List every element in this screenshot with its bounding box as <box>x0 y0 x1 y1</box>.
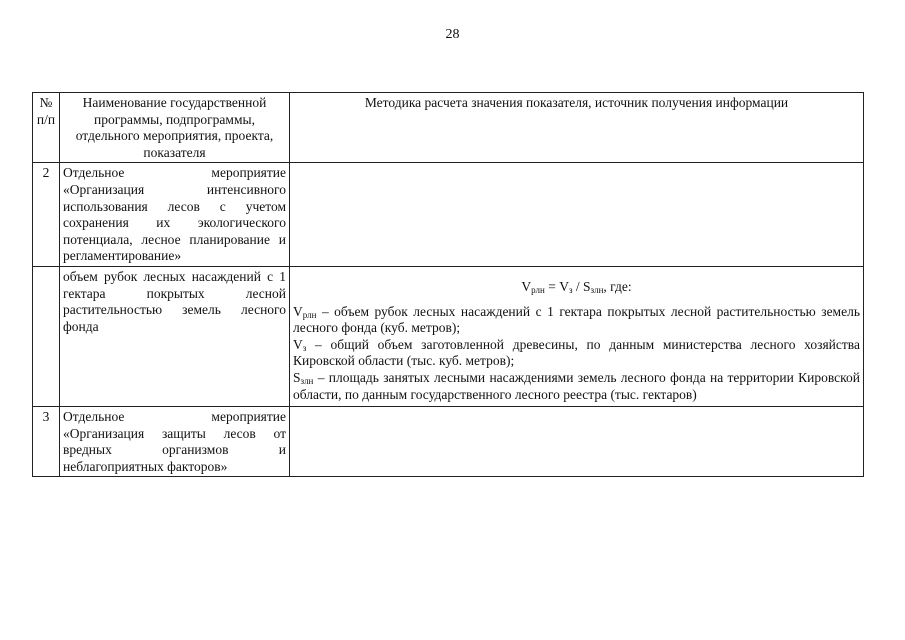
definition-symbol: S <box>293 369 301 385</box>
row-num: 2 <box>33 163 60 267</box>
definition <box>293 370 860 403</box>
indicator-methodology-table <box>32 92 864 477</box>
formula-symbol: V <box>521 278 532 294</box>
page-number: 28 <box>445 27 460 42</box>
formula-divide: / <box>572 278 584 294</box>
definition-text: – объем рубок лесных насаждений с 1 гектара покрытых лесной растительностью земель лесного фонда (куб. метров); <box>293 303 860 336</box>
row-method <box>290 406 864 476</box>
definition <box>293 337 860 370</box>
table-row <box>33 266 864 406</box>
row-method <box>290 163 864 267</box>
row-name: Отдельное мероприятие «Организация защиты лесов от вредных организмов и неблагоприятных факторов» <box>60 406 290 476</box>
header-num: № п/п <box>33 93 60 163</box>
definition-text: – общий объем заготовленной древесины, по данным министерства лесного хозяйства Кировской области (тыс. куб. метров); <box>293 336 860 369</box>
table-row <box>33 163 864 267</box>
definition-subscript: рлн <box>302 309 317 320</box>
formula-tail: , где: <box>603 278 632 294</box>
formula-equals: = <box>544 278 560 294</box>
formula-symbol: S <box>583 278 591 294</box>
header-name: Наименование государственной программы, подпрограммы, отдельного мероприятия, проекта, показателя <box>60 93 290 163</box>
table-header-row <box>33 93 864 163</box>
row-name: Отдельное мероприятие «Организация интенсивного использования лесов с учетом сохранения их экологического потенциала, лесное планирование и регламентирование» <box>60 163 290 267</box>
formula-subscript: злн <box>590 284 604 295</box>
definition-subscript: з <box>302 342 307 353</box>
formula-subscript: з <box>568 284 573 295</box>
row-num: 3 <box>33 406 60 476</box>
row-name: объем рубок лесных насаждений с 1 гектара покрытых лесной растительностью земель лесного фонда <box>60 266 290 406</box>
definition-subscript: злн <box>300 375 314 386</box>
definition-text: – площадь занятых лесными насаждениями земель лесного фонда на территории Кировской области, по данным государственного лесного реестра (тыс. гектаров) <box>293 369 860 402</box>
row-method <box>290 266 864 406</box>
formula-subscript: рлн <box>531 284 545 295</box>
definition-symbol: V <box>293 303 303 319</box>
formula <box>293 279 860 296</box>
table-row <box>33 406 864 476</box>
formula-symbol: V <box>559 278 569 294</box>
definition <box>293 304 860 337</box>
header-method: Методика расчета значения показателя, источник получения информации <box>290 93 864 163</box>
row-num <box>33 266 60 406</box>
definition-symbol: V <box>293 336 303 352</box>
